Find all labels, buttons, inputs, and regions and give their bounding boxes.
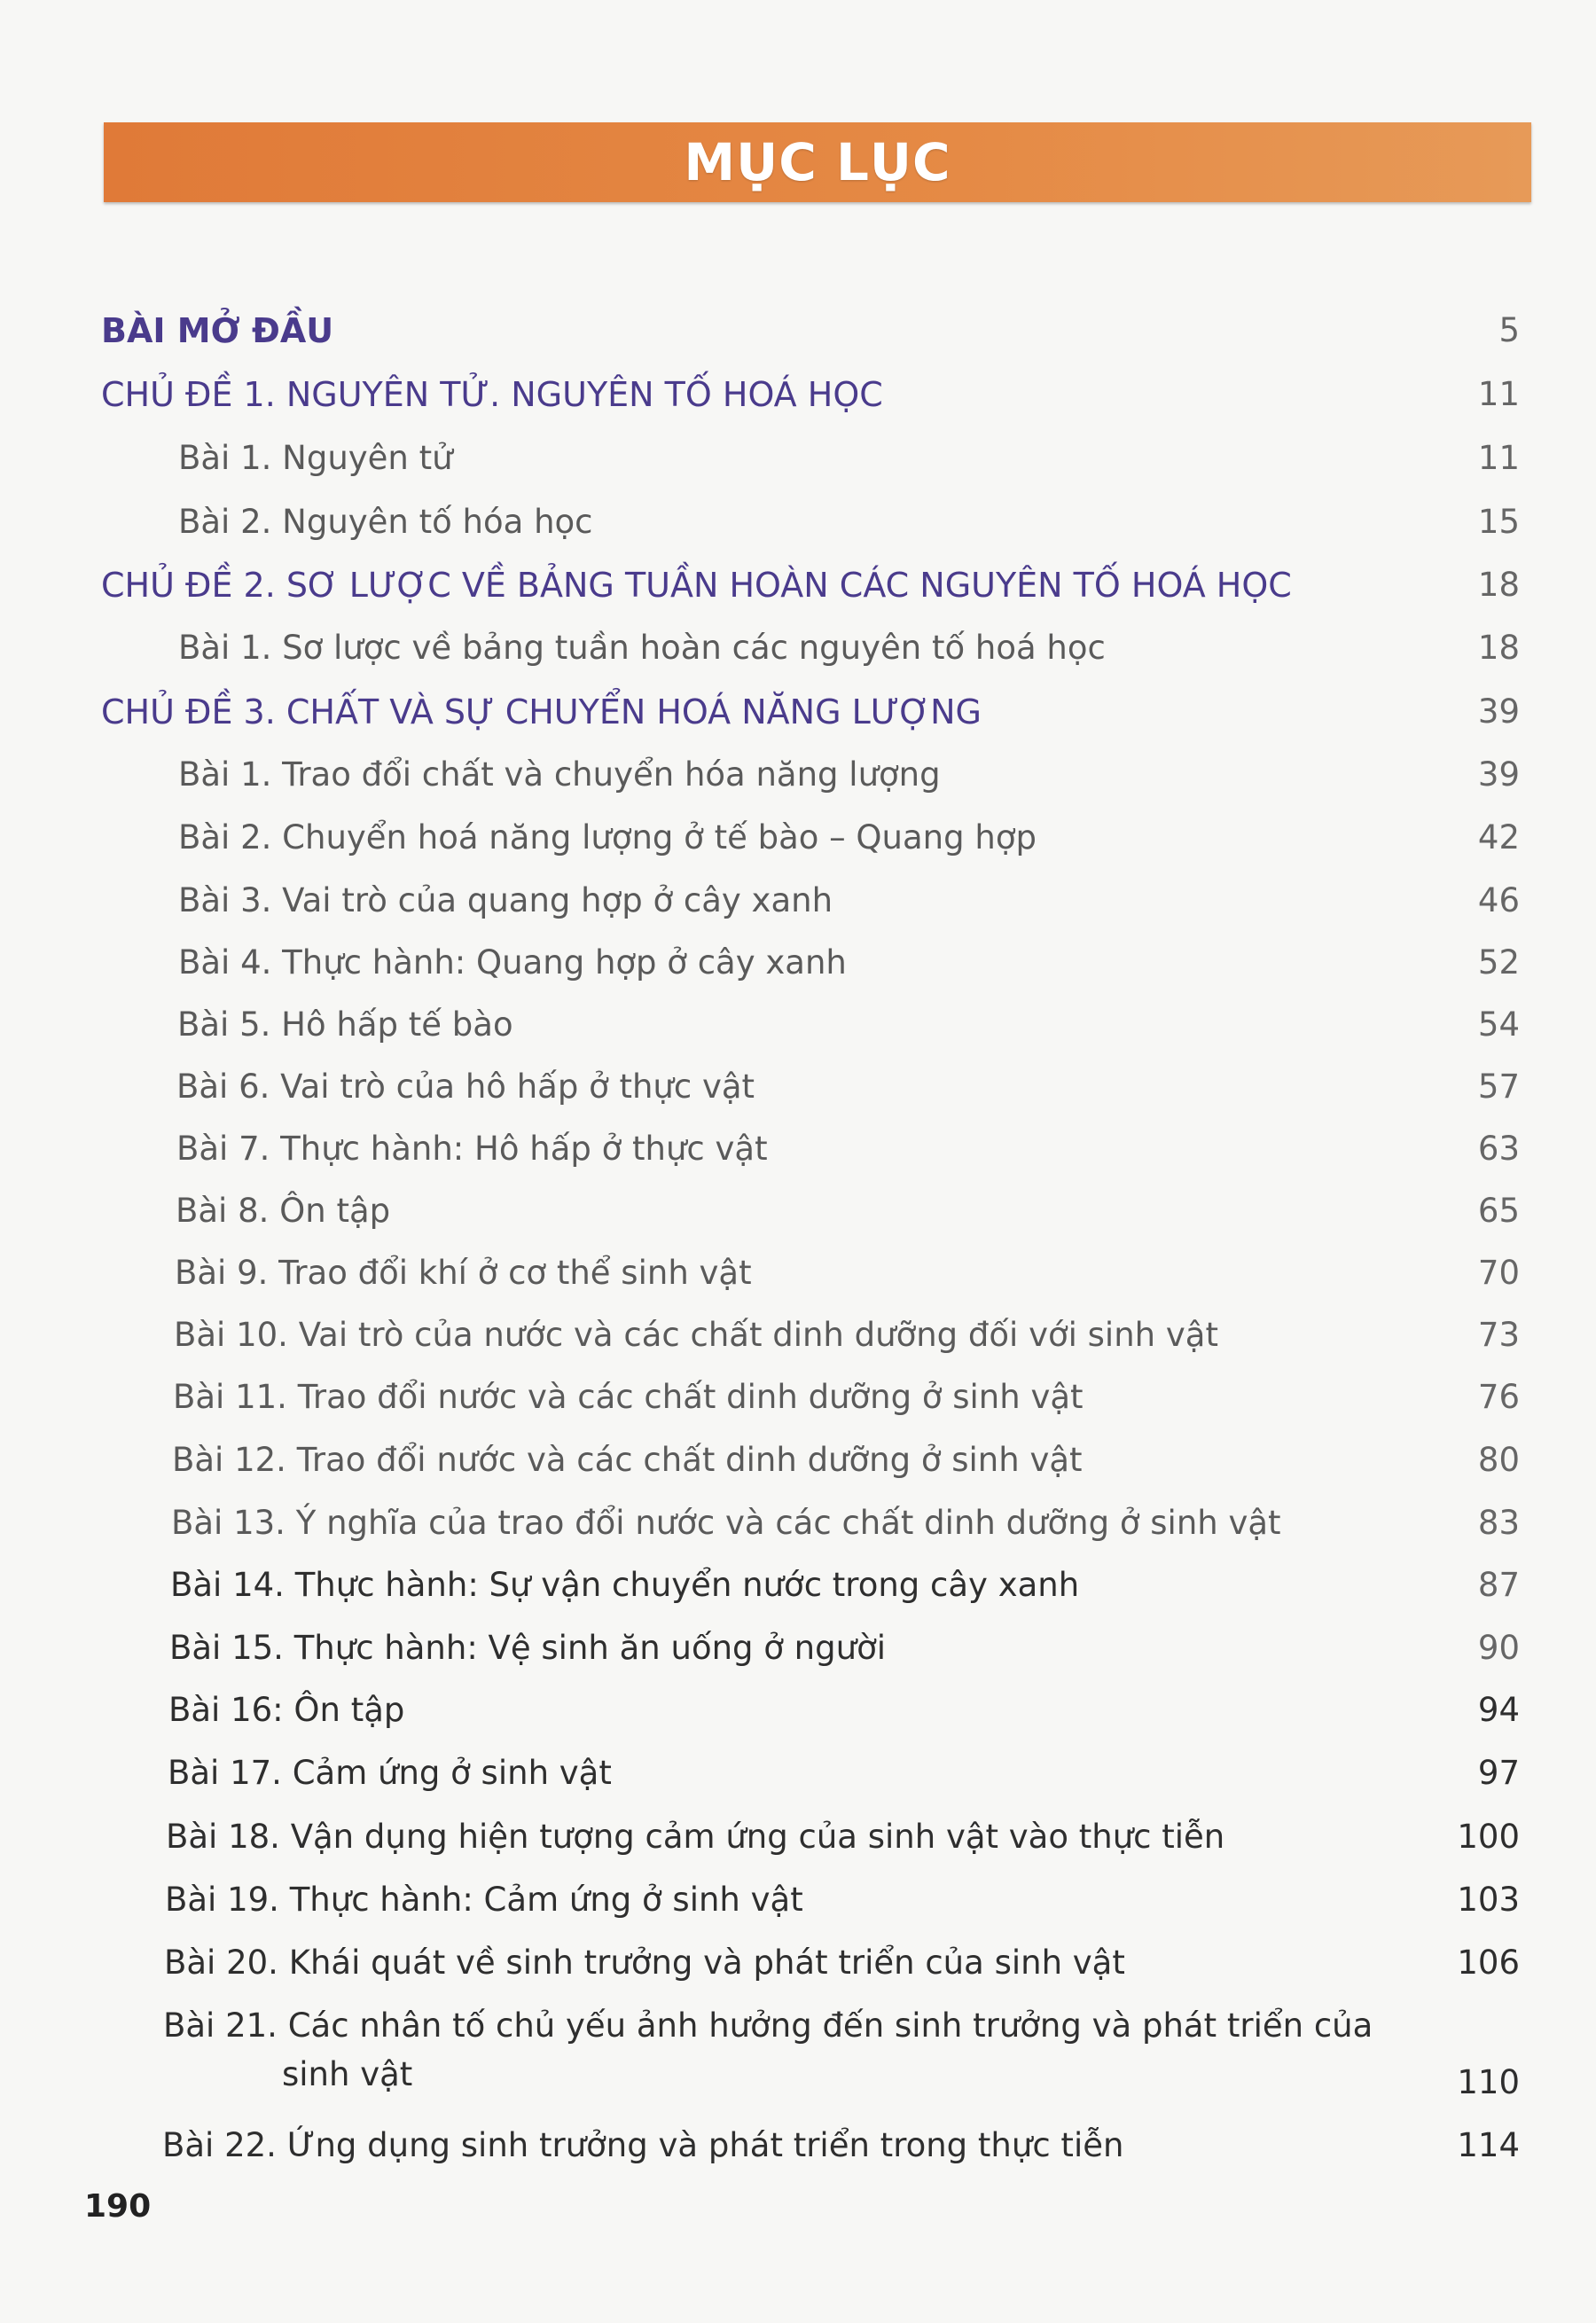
toc-page: 73 [1477,1316,1520,1354]
toc-entry-lesson: Bài 2. Chuyển hoá năng lượng ở tế bào – Quang hợp [178,818,1037,856]
toc-entry-lesson: Bài 22. Ứng dụng sinh trưởng và phát triển trong thực tiễn [162,2126,1124,2164]
toc-page-topic-1: 11 [1477,375,1520,413]
toc-entry-lesson: Bài 16: Ôn tập [168,1691,405,1729]
toc-page: 103 [1457,1881,1520,1919]
toc-entry-lesson: Bài 19. Thực hành: Cảm ứng ở sinh vật [165,1881,803,1919]
toc-entry-lesson: Bài 6. Vai trò của hô hấp ở thực vật [176,1068,755,1106]
toc-page: 100 [1457,1818,1520,1856]
toc-page: 106 [1457,1944,1520,1982]
toc-entry-topic-2: CHỦ ĐỀ 2. SƠ LƯỢC VỀ BẢNG TUẦN HOÀN CÁC NGUYÊN TỐ HOÁ HỌC [101,566,1292,605]
toc-entry-continuation: sinh vật [282,2055,413,2093]
toc-entry-lesson: Bài 18. Vận dụng hiện tượng cảm ứng của sinh vật vào thực tiễn [166,1818,1225,1856]
toc-entry-topic-3: CHỦ ĐỀ 3. CHẤT VÀ SỰ CHUYỂN HOÁ NĂNG LƯỢNG [101,692,982,731]
toc-entry-lesson: Bài 7. Thực hành: Hô hấp ở thực vật [176,1130,768,1168]
footer-page-number: 190 [84,2188,152,2225]
toc-page: 114 [1457,2126,1520,2164]
toc-page: 46 [1477,881,1520,919]
toc-page-intro: 5 [1498,311,1520,349]
toc-entry-lesson: Bài 21. Các nhân tố chủ yếu ảnh hưởng đến sinh trưởng và phát triển của [163,2006,1373,2045]
toc-entry-lesson: Bài 17. Cảm ứng ở sinh vật [168,1754,612,1792]
toc-page: 94 [1477,1691,1520,1729]
toc-page: 11 [1477,439,1520,477]
toc-entry-lesson: Bài 8. Ôn tập [176,1192,391,1230]
toc-page: 39 [1477,755,1520,794]
toc-page: 90 [1477,1629,1520,1667]
toc-entry-lesson: Bài 11. Trao đổi nước và các chất dinh dưỡng ở sinh vật [173,1378,1084,1416]
toc-entry-lesson: Bài 20. Khái quát về sinh trưởng và phát triển của sinh vật [164,1944,1125,1982]
toc-page: 42 [1477,818,1520,856]
toc-entry-lesson: Bài 9. Trao đổi khí ở cơ thể sinh vật [175,1254,752,1292]
toc-entry-lesson: Bài 2. Nguyên tố hóa học [178,503,593,541]
toc-page: 80 [1477,1441,1520,1479]
toc-entry-lesson: Bài 14. Thực hành: Sự vận chuyển nước trong cây xanh [170,1566,1080,1604]
toc-entry-lesson: Bài 5. Hô hấp tế bào [177,1005,513,1044]
title-banner [104,122,1531,202]
toc-page: 18 [1477,629,1520,667]
toc-page: 76 [1477,1378,1520,1416]
toc-entry-lesson: Bài 1. Nguyên tử [178,439,453,477]
page-title: MỤC LỤC [684,132,951,192]
toc-page: 110 [1457,2063,1520,2101]
toc-entry-topic-1: CHỦ ĐỀ 1. NGUYÊN TỬ. NGUYÊN TỐ HOÁ HỌC [101,375,883,414]
toc-page: 87 [1477,1566,1520,1604]
toc-page: 63 [1477,1130,1520,1168]
toc-page-topic-2: 18 [1477,566,1520,604]
toc-entry-lesson: Bài 12. Trao đổi nước và các chất dinh dưỡng ở sinh vật [172,1441,1083,1479]
toc-entry-lesson: Bài 1. Sơ lược về bảng tuần hoàn các nguyên tố hoá học [178,629,1106,667]
toc-page: 57 [1477,1068,1520,1106]
toc-page: 65 [1477,1192,1520,1230]
toc-entry-lesson: Bài 10. Vai trò của nước và các chất dinh dưỡng đối với sinh vật [174,1316,1218,1354]
toc-page: 52 [1477,943,1520,982]
toc-entry-lesson: Bài 13. Ý nghĩa của trao đổi nước và các chất dinh dưỡng ở sinh vật [171,1504,1281,1542]
toc-entry-lesson: Bài 1. Trao đổi chất và chuyển hóa năng lượng [178,755,941,794]
toc-page: 15 [1477,503,1520,541]
toc-entry-intro: BÀI MỞ ĐẦU [101,311,334,350]
toc-page: 54 [1477,1005,1520,1044]
toc-page: 97 [1477,1754,1520,1792]
toc-page-topic-3: 39 [1477,692,1520,731]
toc-page: 83 [1477,1504,1520,1542]
toc-page: 70 [1477,1254,1520,1292]
toc-entry-lesson: Bài 4. Thực hành: Quang hợp ở cây xanh [178,943,847,982]
toc-entry-lesson: Bài 3. Vai trò của quang hợp ở cây xanh [178,881,833,919]
toc-entry-lesson: Bài 15. Thực hành: Vệ sinh ăn uống ở người [169,1629,886,1667]
